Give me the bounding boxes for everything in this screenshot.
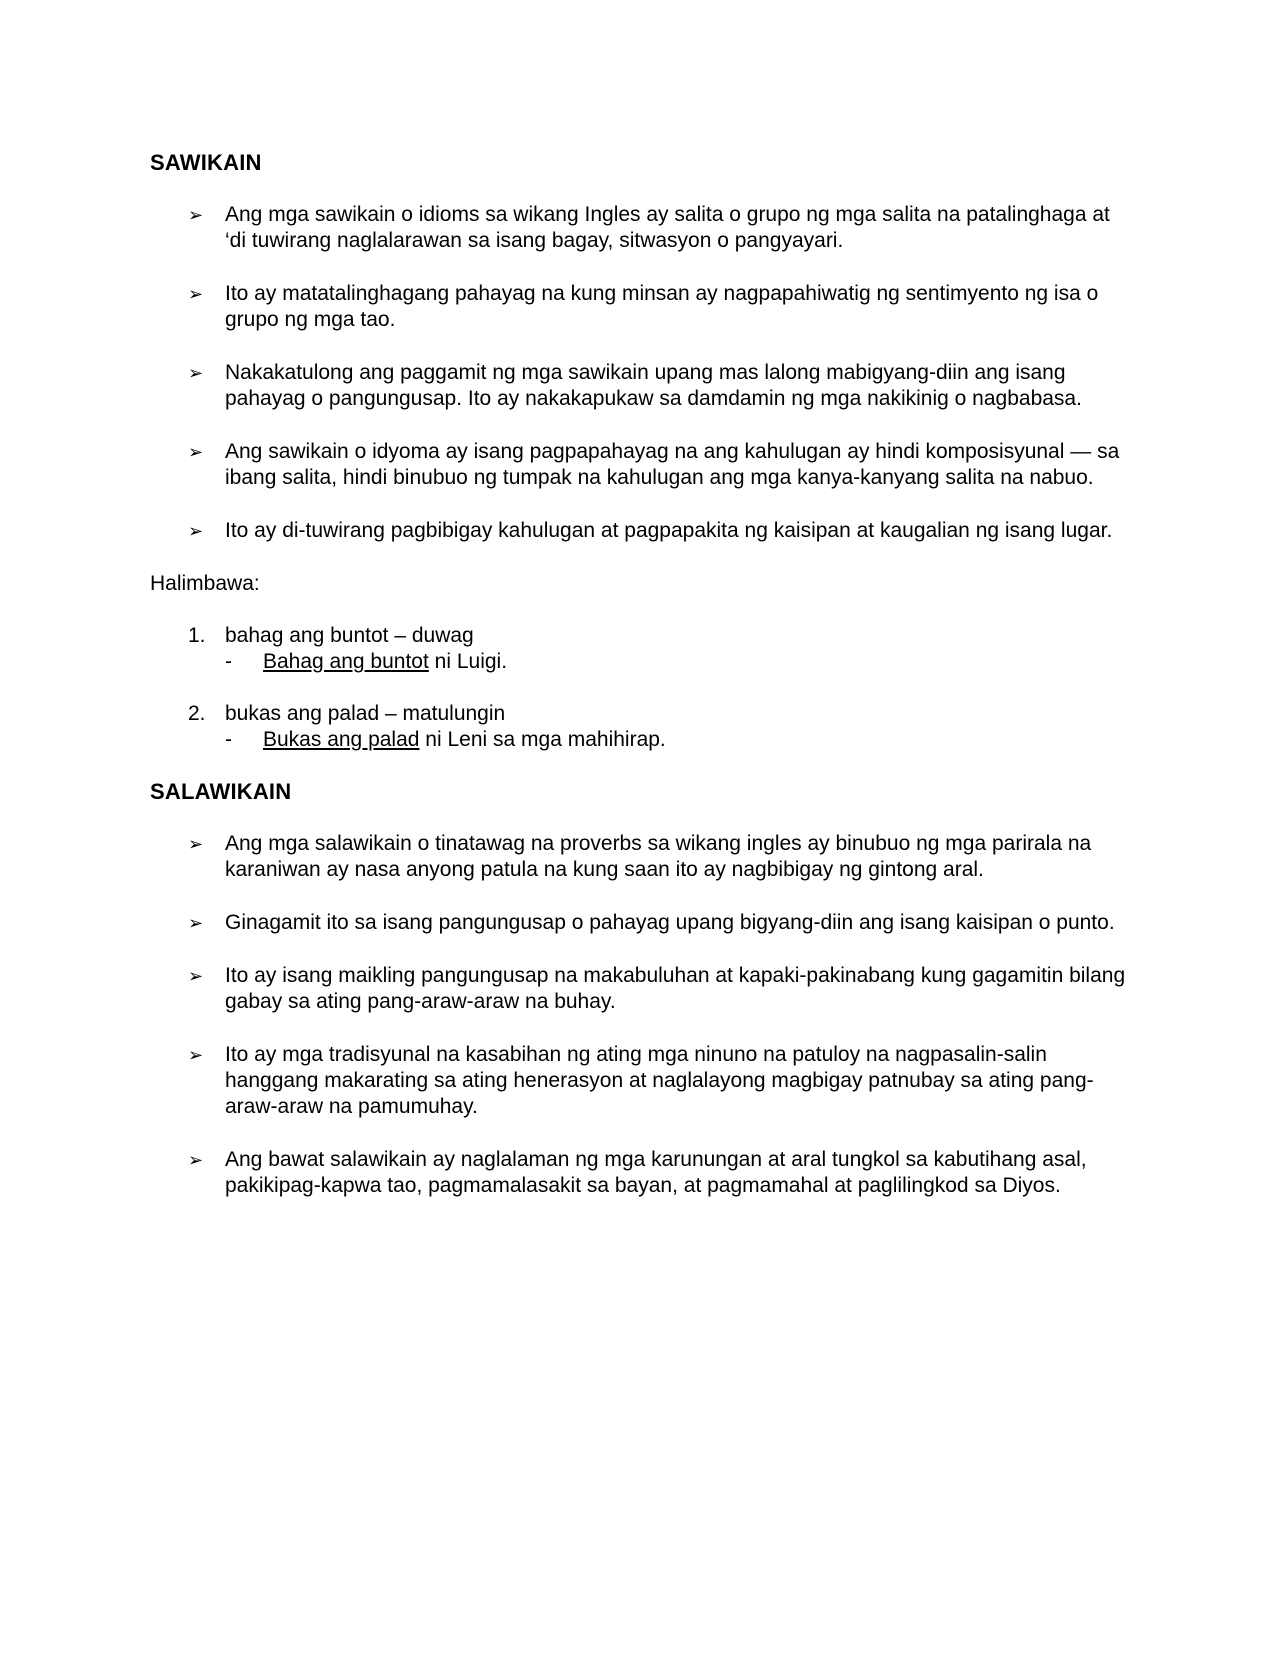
example-idiom-underlined: Bukas ang palad — [263, 728, 420, 751]
document-page — [150, 150, 1130, 1226]
arrow-bullet-icon: ➢ — [188, 1045, 204, 1065]
salawikain-bullet-list — [150, 831, 1130, 1199]
example-number: 2. — [188, 702, 206, 725]
example-sentence — [225, 649, 1130, 675]
sawikain-heading: SAWIKAIN — [150, 150, 262, 175]
salawikain-bullet-text: Ito ay isang maikling pangungusap na makabuluhan at kapaki-pakinabang kung gagamitin bilang gabay sa ating pang-araw-araw na buhay. — [225, 964, 1126, 1013]
arrow-bullet-icon: ➢ — [188, 363, 204, 383]
salawikain-bullet-item — [150, 910, 1130, 936]
example-sentence — [225, 727, 1130, 753]
sawikain-bullet-item — [150, 360, 1130, 412]
arrow-bullet-icon: ➢ — [188, 205, 204, 225]
arrow-bullet-icon: ➢ — [188, 521, 204, 541]
arrow-bullet-icon: ➢ — [188, 1150, 204, 1170]
sawikain-bullet-text: Nakakatulong ang paggamit ng mga sawikain upang mas lalong mabigyang-diin ang isang pahayag o pangungusap. Ito ay nakakapukaw sa damdamin ng mga nakikinig o nagbabasa. — [225, 361, 1082, 410]
sawikain-bullet-item — [150, 518, 1130, 544]
arrow-bullet-icon: ➢ — [188, 913, 204, 933]
salawikain-bullet-text: Ito ay mga tradisyunal na kasabihan ng ating mga ninuno na patuloy na nagpasalin-salin hanggang makarating sa ating henerasyon at naglalayong magbigay patnubay sa ating pang-araw-araw na pamumuhay. — [225, 1043, 1094, 1118]
sawikain-bullet-list — [150, 202, 1130, 544]
examples-list — [150, 623, 1130, 753]
sawikain-bullet-item — [150, 202, 1130, 254]
salawikain-bullet-text: Ang bawat salawikain ay naglalaman ng mga karunungan at aral tungkol sa kabutihang asal, pakikipag-kapwa tao, pagmamalasakit sa bayan, at pagmamahal at paglilingkod sa Diyos. — [225, 1148, 1087, 1197]
example-number: 1. — [188, 624, 206, 647]
sawikain-bullet-text: Ang mga sawikain o idioms sa wikang Ingles ay salita o grupo ng mga salita na patalinghaga at ‘di tuwirang naglalarawan sa isang bagay, sitwasyon o pangyayari. — [225, 203, 1110, 252]
dash-marker: - — [225, 650, 232, 673]
sawikain-bullet-item — [150, 281, 1130, 333]
example-item — [150, 701, 1130, 753]
sawikain-bullet-text: Ang sawikain o idyoma ay isang pagpapahayag na ang kahulugan ay hindi komposisyunal — sa ibang salita, hindi binubuo ng tumpak na kahulugan ang mga kanya-kanyang salita na nabuo. — [225, 440, 1120, 489]
example-term: bukas ang palad – matulungin — [225, 702, 506, 725]
salawikain-bullet-item — [150, 1147, 1130, 1199]
arrow-bullet-icon: ➢ — [188, 834, 204, 854]
salawikain-bullet-item — [150, 1042, 1130, 1120]
salawikain-bullet-text: Ginagamit ito sa isang pangungusap o pahayag upang bigyang-diin ang isang kaisipan o punto. — [225, 911, 1115, 934]
example-item — [150, 623, 1130, 675]
example-sentence-rest: ni Leni sa mga mahihirap. — [419, 728, 666, 751]
examples-label: Halimbawa: — [150, 572, 260, 595]
sawikain-bullet-text: Ito ay di-tuwirang pagbibigay kahulugan at pagpapakita ng kaisipan at kaugalian ng isang lugar. — [225, 519, 1113, 542]
dash-marker: - — [225, 728, 232, 751]
example-idiom-underlined: Bahag ang buntot — [263, 650, 429, 673]
sawikain-bullet-text: Ito ay matatalinghagang pahayag na kung minsan ay nagpapahiwatig ng sentimyento ng isa o grupo ng mga tao. — [225, 282, 1099, 331]
sawikain-bullet-item — [150, 439, 1130, 491]
arrow-bullet-icon: ➢ — [188, 284, 204, 304]
salawikain-heading: SALAWIKAIN — [150, 779, 292, 804]
arrow-bullet-icon: ➢ — [188, 442, 204, 462]
arrow-bullet-icon: ➢ — [188, 966, 204, 986]
salawikain-bullet-text: Ang mga salawikain o tinatawag na proverbs sa wikang ingles ay binubuo ng mga parirala na karaniwan ay nasa anyong patula na kung saan ito ay nagbibigay ng gintong aral. — [225, 832, 1092, 881]
example-sentence-rest: ni Luigi. — [428, 650, 508, 673]
example-term: bahag ang buntot – duwag — [225, 624, 474, 647]
salawikain-bullet-item — [150, 963, 1130, 1015]
salawikain-bullet-item — [150, 831, 1130, 883]
